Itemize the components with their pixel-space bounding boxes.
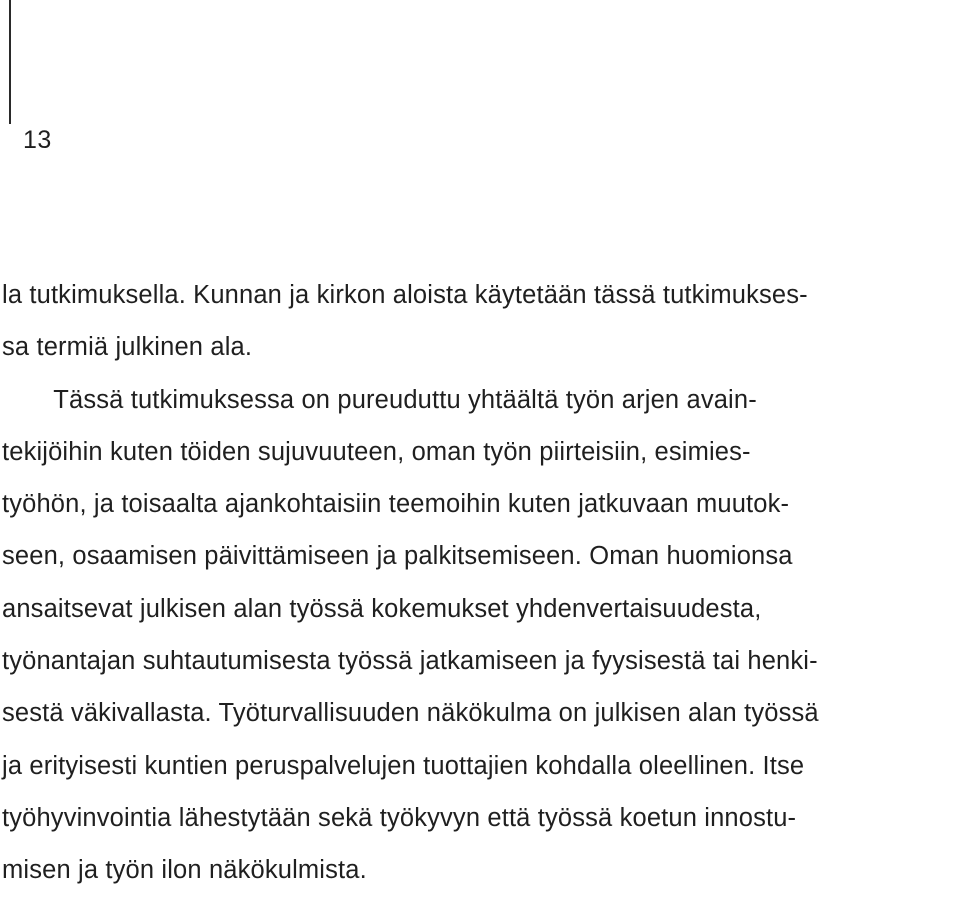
text-line: sestä väkivallasta. Työturvallisuuden näkökulma on julkisen alan työssä [2,699,819,728]
text-line: la tutkimuksella. Kunnan ja kirkon aloista käytetään tässä tutkimukses- [2,281,808,309]
text-line: ja erityisesti kuntien peruspalvelujen tuottajien kohdalla oleellinen. Itse [2,751,805,780]
text-line: työhön, ja toisaalta ajankohtaisiin teemoihin kuten jatkuvaan muutok- [2,490,790,519]
text-line: tekijöihin kuten töiden sujuvuuteen, oman työn piirteisiin, esimies- [2,437,751,466]
page-number: 13 [23,126,52,154]
text-line: misen ja työn ilon näkökulmista. [2,856,367,885]
text-line: työhyvinvointia lähestytään sekä työkyvyn että työssä koetun innostu- [2,803,797,832]
text-line: sa termiä julkinen ala. [2,333,253,362]
body-text [2,269,960,897]
text-line: ansaitsevat julkisen alan työssä kokemukset yhdenvertaisuudesta, [2,594,762,623]
text-line: seen, osaamisen päivittämiseen ja palkitsemiseen. Oman huomionsa [2,542,793,571]
text-line: Tässä tutkimuksessa on pureuduttu yhtäältä työn arjen avain- [2,385,757,414]
margin-rule [9,0,11,124]
text-line: työnantajan suhtautumisesta työssä jatkamiseen ja fyysisestä tai henki- [2,647,818,676]
